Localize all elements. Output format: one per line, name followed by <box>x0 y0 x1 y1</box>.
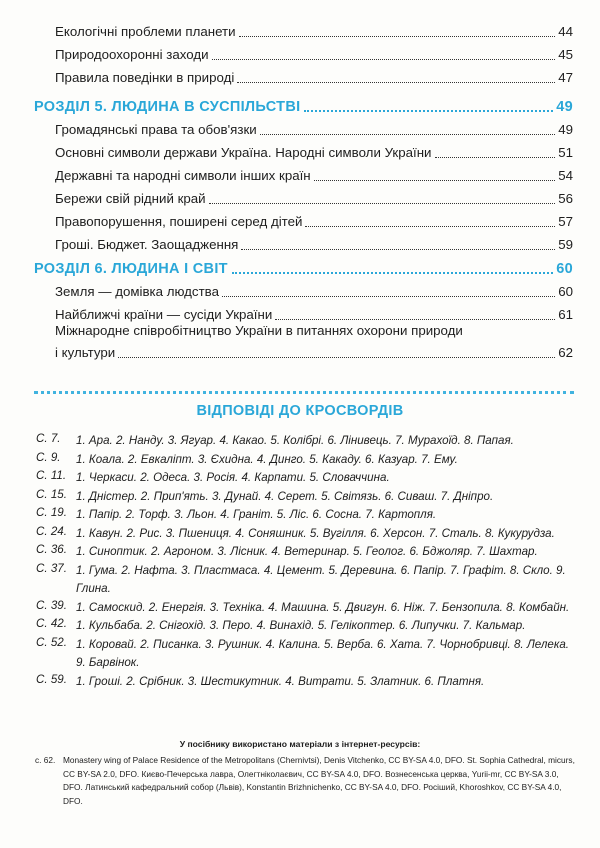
dot-leader <box>305 226 555 227</box>
toc-item-title: Державні та народні символи інших країн <box>55 168 311 183</box>
toc-item-title-line1: Міжнародне співробітництво України в питаннях охорони природи <box>55 323 463 338</box>
section-6-heading <box>34 259 573 279</box>
resources-text: Monastery wing of Palace Residence of the Metropolitans (Chernivtsi), Denis Vitchenko, CC BY-SA 4.0, DFO. St. Sophia Cathedral, micurs, CC BY-SA 2.0, DFO. Києво-Печерська лавра, Олегтніколаєвич, CC BY-SA 4.0, DFO. Вознесенська церква, Yurii-mr, CC BY-SA 3.0, DFO. Латинський кафедральний собор (Львів), Konstantin Brizhnichenko, CC BY-SA 4.0, DFO. Росіший, Khoroshkov, CC BY-SA 4.0, DFO. <box>63 755 575 806</box>
answer-row <box>36 451 576 470</box>
dot-leader <box>304 110 553 112</box>
toc-item-title: Бережи свій рідний край <box>55 191 206 206</box>
dot-leader <box>241 249 555 250</box>
answer-text: 1. Ара. 2. Нанду. 3. Ягуар. 4. Какао. 5. Колібрі. 6. Лінивець. 7. Мурахоїд. 8. Папая. <box>76 434 514 447</box>
toc-item-title: Громадянські права та обов'язки <box>55 122 257 137</box>
toc-item-page: 54 <box>558 168 573 183</box>
toc-item-title: Природоохоронні заходи <box>55 47 209 62</box>
answer-row <box>36 599 576 618</box>
answer-text: 1. Коровай. 2. Писанка. 3. Рушник. 4. Калина. 5. Верба. 6. Хата. 7. Чорнобривці. 8. Лелека. 9. Барвінок. <box>76 637 569 669</box>
answer-text: 1. Кульбаба. 2. Снігохід. 3. Перо. 4. Винахід. 5. Гелікоптер. 6. Липучки. 7. Кальмар. <box>76 619 526 632</box>
toc-item-title: Основні символи держави Україна. Народні символи України <box>55 145 432 160</box>
answer-row <box>36 617 576 636</box>
answer-text: 1. Дністер. 2. Прип'ять. 3. Дунай. 4. Серет. 5. Світязь. 6. Сиваш. 7. Дніпро. <box>76 489 494 503</box>
section-page: 60 <box>556 261 573 277</box>
dot-leader <box>232 272 553 274</box>
toc-item-title: Найближчі країни — сусіди України <box>55 307 273 322</box>
toc-item-multiline <box>55 320 573 364</box>
dot-leader <box>237 82 555 83</box>
dot-leader <box>239 36 556 37</box>
toc-item-title: Земля — домівка людства <box>55 284 219 299</box>
toc-item-page: 57 <box>558 214 573 229</box>
toc-item <box>55 190 573 208</box>
toc-item-title: Правопорушення, поширені серед дітей <box>55 214 303 229</box>
section-page: 49 <box>556 99 573 115</box>
toc-item-page: 47 <box>558 70 573 85</box>
answer-page: С. 39. <box>36 598 67 612</box>
resources-page: с. 62. <box>35 755 56 765</box>
answer-row <box>36 562 576 599</box>
toc-item-page: 59 <box>558 237 573 252</box>
answer-page: С. 19. <box>36 506 67 519</box>
dot-leader <box>212 59 556 60</box>
answer-page: С. 7. <box>36 432 61 445</box>
answer-text: 1. Синоптик. 2. Агроном. 3. Лісник. 4. Ветеринар. 5. Геолог. 6. Бджоляр. 7. Шахтар. <box>76 545 538 558</box>
toc-item-title: Гроші. Бюджет. Заощадження <box>55 237 239 252</box>
toc-item-page: 45 <box>558 47 573 62</box>
answer-page: С. 36. <box>36 543 67 556</box>
answers-list <box>36 432 576 691</box>
toc-item-page: 44 <box>558 24 573 39</box>
answer-page: С. 52. <box>36 635 67 649</box>
toc-item-page: 49 <box>558 122 573 137</box>
answer-row <box>36 506 576 525</box>
answer-page: С. 11. <box>36 469 67 482</box>
dot-leader <box>260 134 556 135</box>
dot-leader <box>209 203 556 204</box>
toc-item-page: 62 <box>558 345 573 360</box>
toc-item <box>55 69 573 87</box>
dot-leader <box>118 357 555 358</box>
toc-item <box>55 236 573 254</box>
answer-row <box>36 488 576 507</box>
answer-text: 1. Коала. 2. Евкаліпт. 3. Єхидна. 4. Динго. 5. Какаду. 6. Казуар. 7. Ему. <box>76 452 458 466</box>
answer-text: 1. Гроші. 2. Срібник. 3. Шестикутник. 4. Витрати. 5. Златник. 6. Платня. <box>76 674 485 688</box>
toc-item-title: Екологічні проблеми планети <box>55 24 236 39</box>
toc-item-page: 56 <box>558 191 573 206</box>
answer-text: 1. Кавун. 2. Рис. 3. Пшениця. 4. Соняшник. 5. Вугілля. 6. Херсон. 7. Сталь. 8. Кукурудза. <box>76 526 555 540</box>
answer-page: С. 37. <box>36 561 67 575</box>
toc-item-page: 60 <box>558 284 573 299</box>
answer-page: С. 15. <box>36 487 67 501</box>
dot-leader <box>222 296 555 297</box>
dotted-separator <box>34 391 574 394</box>
answers-title: ВІДПОВІДІ ДО КРОСВОРДІВ <box>196 403 404 419</box>
dot-leader <box>435 157 556 158</box>
resources-title: У посібнику використано матеріали з інтернет-ресурсів: <box>179 739 421 749</box>
section-title: РОЗДІЛ 5. ЛЮДИНА В СУСПІЛЬСТВІ <box>34 99 301 115</box>
section-5-heading <box>34 97 573 117</box>
answer-row <box>36 636 576 673</box>
toc-item <box>55 283 573 301</box>
answer-text: 1. Гума. 2. Нафта. 3. Пластмаса. 4. Цемент. 5. Деревина. 6. Папір. 7. Графіт. 8. Скло. 9. Глина. <box>76 563 566 595</box>
answer-row <box>36 673 576 692</box>
answer-row <box>36 432 576 451</box>
toc-item <box>55 167 573 185</box>
answer-row <box>36 543 576 562</box>
answer-row <box>36 525 576 544</box>
toc-item-page: 61 <box>558 307 573 322</box>
toc-item-title: Правила поведінки в природі <box>55 70 235 85</box>
answer-text: 1. Черкаси. 2. Одеса. 3. Росія. 4. Карпати. 5. Словаччина. <box>76 471 390 484</box>
toc-item <box>55 144 573 162</box>
answer-text: 1. Самоскид. 2. Енергія. 3. Техніка. 4. Машина. 5. Двигун. 6. Ніж. 7. Бензопила. 8. Комбайн. <box>76 600 570 614</box>
section-title: РОЗДІЛ 6. ЛЮДИНА І СВІТ <box>34 261 228 277</box>
resources-note <box>35 754 575 808</box>
answer-page: С. 59. <box>36 672 67 686</box>
answer-page: С. 24. <box>36 524 67 538</box>
toc-item <box>55 46 573 64</box>
dot-leader <box>314 180 556 181</box>
toc-item <box>55 121 573 139</box>
answer-page: С. 42. <box>36 617 67 630</box>
answer-row <box>36 469 576 488</box>
toc-item <box>55 23 573 41</box>
toc-item-page: 51 <box>558 145 573 160</box>
toc-item <box>55 213 573 231</box>
toc-item-title-line2: і культури <box>55 345 116 360</box>
answer-page: С. 9. <box>36 450 61 464</box>
answer-text: 1. Папір. 2. Торф. 3. Льон. 4. Граніт. 5. Ліс. 6. Сосна. 7. Картопля. <box>76 508 437 521</box>
